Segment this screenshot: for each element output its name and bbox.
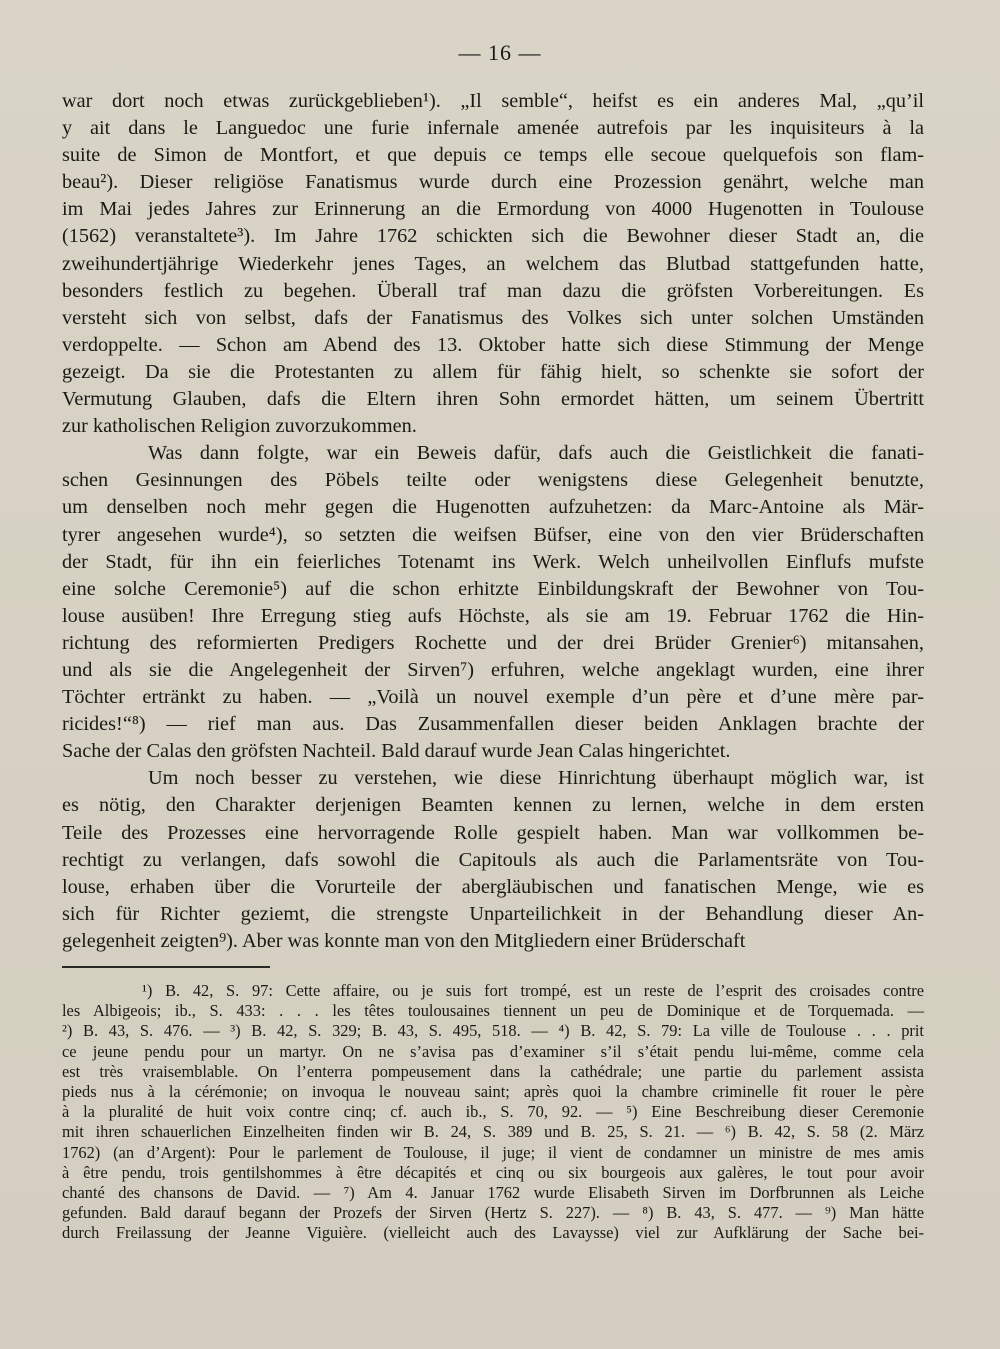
body-line: rechtigt zu verlangen, dafs sowohl die Capitouls als auch die Parlamentsräte von Tou- — [62, 848, 924, 871]
footnote-line: à être pendu, trois gentilshommes à être décapités et cinq ou six bourgeois aux galères, le tout pour avoir — [62, 1162, 924, 1182]
footnote-line: 1762) (an d’Argent): Pour le parlement de Toulouse, il juge; il vient de condamner un ministre de mes amis — [62, 1142, 924, 1162]
body-line: louse ausüben! Ihre Erregung stieg aufs Höchste, als sie am 19. Februar 1762 die Hin- — [62, 604, 924, 627]
body-line: gelegenheit zeigten⁹). Aber was konnte man von den Mitgliedern einer Brüderschaft — [62, 929, 746, 952]
body-line: Töchter ertränkt zu haben. — „Voilà un nouvel exemple d’un père et d’une mère par- — [62, 686, 924, 709]
body-line: eine solche Ceremonie⁵) auf die schon erhitzte Einbildungskraft der Bewohner von Tou- — [62, 577, 924, 600]
footnote-line: ce jeune pendu pour un martyr. On ne s’avisa pas d’examiner s’il s’était pendu lui-même, comme cela — [62, 1041, 924, 1061]
footnote-line: chanté des chansons de David. — ⁷) Am 4. Januar 1762 wurde Elisabeth Sirven im Dorfbrunnen als Leiche — [62, 1183, 924, 1203]
footnote-line: mit ihren schauerlichen Einzelheiten finden wir B. 24, S. 389 und B. 25, S. 21. — ⁶) B. 42, S. 58 (2. März — [62, 1122, 924, 1142]
body-line: verdoppelte. — Schon am Abend des 13. Oktober hatte sich diese Stimmung der Menge — [62, 333, 924, 356]
body-line: im Mai jedes Jahres zur Erinnerung an die Ermordung von 4000 Hugenotten in Toulouse — [62, 198, 924, 221]
body-line: y ait dans le Languedoc une furie infernale amenée autrefois par les inquisiteurs à la — [62, 117, 924, 140]
footnote-line: les Albigeois; ib., S. 433: . . . les têtes toulousaines tiennent un peu de Dominique et de Torquemada. — — [62, 1001, 924, 1021]
footnote-line: à la pluralité de huit voix contre cinq; cf. auch ib., S. 70, 92. — ⁵) Eine Beschreibung dieser Ceremonie — [62, 1102, 924, 1122]
body-line: war dort noch etwas zurückgeblieben¹). „Il semble“, heifst es ein anderes Mal, „qu’il — [62, 90, 924, 112]
body-line: besonders festlich zu begehen. Überall traf man dazu die gröfsten Vorbereitungen. Es — [62, 279, 924, 302]
body-line: louse, erhaben über die Vorurteile der abergläubischen und fanatischen Menge, wie es — [62, 875, 924, 898]
body-line: beau²). Dieser religiöse Fanatismus wurde durch eine Prozession genährt, welche man — [62, 171, 924, 194]
footnote-separator — [62, 966, 270, 968]
body-line: und als sie die Angelegenheit der Sirven⁷) erfuhren, welche angeklagt wurden, eine ihrer — [62, 658, 924, 681]
footnote-line: ¹) B. 42, S. 97: Cette affaire, ou je suis fort trompé, est un reste de l’esprit des croisades contre — [142, 981, 924, 1000]
page-number: — 16 — — [458, 40, 542, 65]
footnote-line: pieds nus à la cérémonie; on invoqua le nouveau saint; après quoi la chambre criminelle fit rouer le père — [62, 1082, 924, 1102]
body-line: Um noch besser zu verstehen, wie diese Hinrichtung überhaupt möglich war, ist — [148, 767, 924, 790]
body-line: Sache der Calas den gröfsten Nachteil. Bald darauf wurde Jean Calas hingerichtet. — [62, 740, 731, 763]
footnote-line: ²) B. 43, S. 476. — ³) B. 42, S. 329; B. 43, S. 495, 518. — ⁴) B. 42, S. 79: La ville de Toulouse . . . prit — [62, 1021, 924, 1041]
body-line: der Stadt, für ihn ein feierliches Totenamt ins Werk. Welch unheilvollen Einflufs mufste — [62, 550, 924, 573]
body-text — [62, 88, 924, 955]
body-line: Vermutung Glauben, dafs die Eltern ihren Sohn ermordet hätten, um seinem Übertritt — [62, 388, 924, 411]
body-line: es nötig, den Charakter derjenigen Beamten kennen zu lernen, welche in dem ersten — [62, 794, 924, 817]
body-line: zur katholischen Religion zuvorzukommen. — [62, 415, 417, 438]
body-line: gezeigt. Da sie die Protestanten zu allem für fähig hielt, so schenkte sie sofort der — [62, 360, 924, 383]
body-line: suite de Simon de Montfort, et que depuis ce temps elle secoue quelquefois son flam- — [62, 144, 924, 167]
body-line: schen Gesinnungen des Pöbels teilte oder wenigstens diese Gelegenheit benutzte, — [62, 469, 924, 492]
body-line: (1562) veranstaltete³). Im Jahre 1762 schickten sich die Bewohner dieser Stadt an, die — [62, 225, 924, 248]
body-line: ricides!“⁸) — rief man aus. Das Zusammenfallen dieser beiden Anklagen brachte der — [62, 713, 924, 736]
footnote-line: gefunden. Bald darauf begann der Prozefs der Sirven (Hertz S. 227). — ⁸) B. 43, S. 477. — ⁹) Man hätte — [62, 1203, 924, 1223]
footnote-line: est très vraisemblable. On l’enterra pompeusement dans la cathédrale; une partie du parlement assista — [62, 1061, 924, 1081]
body-line: sich für Richter geziemt, die strengste Unparteilichkeit in der Behandlung dieser An- — [62, 902, 924, 925]
body-line: um denselben noch mehr gegen die Hugenotten aufzuhetzen: da Marc-Antoine als Mär- — [62, 496, 924, 519]
footnote-line: durch Freilassung der Jeanne Viguière. (vielleicht auch des Lavaysse) viel zur Aufklärung der Sache bei- — [62, 1223, 924, 1243]
body-line: Teile des Prozesses eine hervorragende Rolle gespielt haben. Man war vollkommen be- — [62, 821, 924, 844]
body-line: zweihundertjährige Wiederkehr jenes Tages, an welchem das Blutbad stattgefunden hatte, — [62, 252, 924, 275]
footnotes — [62, 981, 924, 1244]
body-line: richtung des reformierten Predigers Rochette und der drei Brüder Grenier⁶) mitansahen, — [62, 631, 924, 654]
body-line: versteht sich von selbst, dafs der Fanatismus des Volkes sich unter solchen Umständen — [62, 306, 924, 329]
body-line: tyrer angesehen wurde⁴), so setzten die weifsen Büfser, eine von den vier Brüderschaften — [62, 523, 924, 546]
body-line: Was dann folgte, war ein Beweis dafür, dafs auch die Geistlichkeit die fanati- — [148, 442, 924, 465]
